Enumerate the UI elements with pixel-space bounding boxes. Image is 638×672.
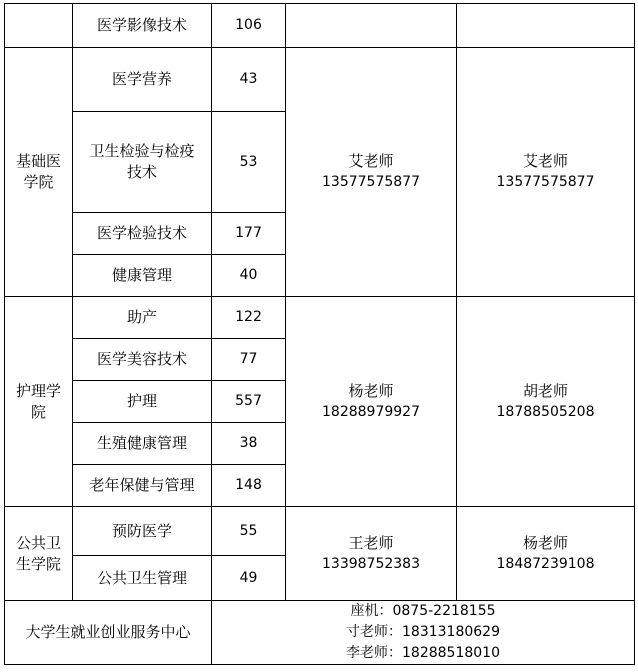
major-name: 卫生检验与检疫 技术	[73, 112, 212, 213]
student-count: 148	[212, 465, 286, 507]
contact-phone: 18788505208	[496, 403, 595, 420]
contact-primary	[286, 48, 457, 297]
contact-phone: 13577575877	[496, 174, 595, 190]
contact-table	[4, 3, 635, 665]
college-name: 基础医 学院	[5, 48, 73, 297]
contact-name: 杨老师	[348, 381, 394, 400]
student-count: 177	[212, 213, 286, 255]
contact-name: 杨老师	[522, 533, 568, 552]
major-name: 医学影像技术	[73, 4, 212, 48]
contact-secondary	[457, 48, 635, 297]
table-row	[5, 297, 635, 339]
service-center-name: 大学生就业创业服务中心	[5, 601, 212, 665]
contact-cell-empty	[457, 4, 635, 48]
student-count: 55	[212, 507, 286, 556]
contact-name: 胡老师	[522, 381, 568, 400]
contact-name: 艾老师	[348, 152, 394, 170]
student-count: 43	[212, 48, 286, 112]
contact-secondary	[457, 297, 635, 507]
major-name: 助产	[73, 297, 212, 339]
major-name: 公共卫生管理	[73, 556, 212, 601]
student-count: 53	[212, 112, 286, 213]
student-count: 122	[212, 297, 286, 339]
contact-primary	[286, 297, 457, 507]
college-name: 护理学 院	[5, 297, 73, 507]
table-row	[5, 601, 635, 665]
college-name: 公共卫 生学院	[5, 507, 73, 601]
center-contact-phone: 李老师：18288518010	[346, 645, 500, 661]
table-row	[5, 48, 635, 112]
contact-name: 艾老师	[522, 152, 568, 170]
college-cell-empty	[5, 4, 73, 48]
major-name: 医学美容技术	[73, 339, 212, 381]
contact-phone: 13577575877	[322, 174, 420, 190]
table-row	[5, 507, 635, 556]
center-landline: 座机：0875-2218155	[350, 603, 496, 619]
student-count: 106	[212, 4, 286, 48]
contact-phone: 18288979927	[322, 403, 420, 420]
contact-cell-empty	[286, 4, 457, 48]
center-contact-phone: 寸老师：18313180629	[346, 624, 500, 640]
major-name: 生殖健康管理	[73, 423, 212, 465]
major-name: 老年保健与管理	[73, 465, 212, 507]
major-name: 预防医学	[73, 507, 212, 556]
student-count: 49	[212, 556, 286, 601]
table-row	[5, 4, 635, 48]
contact-phone: 18487239108	[496, 555, 595, 572]
contact-primary	[286, 507, 457, 601]
major-name: 健康管理	[73, 255, 212, 297]
student-count: 38	[212, 423, 286, 465]
major-name: 护理	[73, 381, 212, 423]
contact-secondary	[457, 507, 635, 601]
student-count: 40	[212, 255, 286, 297]
contact-phone: 13398752383	[322, 555, 420, 572]
contact-name: 王老师	[348, 533, 394, 552]
service-center-contacts	[212, 601, 635, 665]
student-count: 557	[212, 381, 286, 423]
student-count: 77	[212, 339, 286, 381]
major-name: 医学营养	[73, 48, 212, 112]
major-name: 医学检验技术	[73, 213, 212, 255]
